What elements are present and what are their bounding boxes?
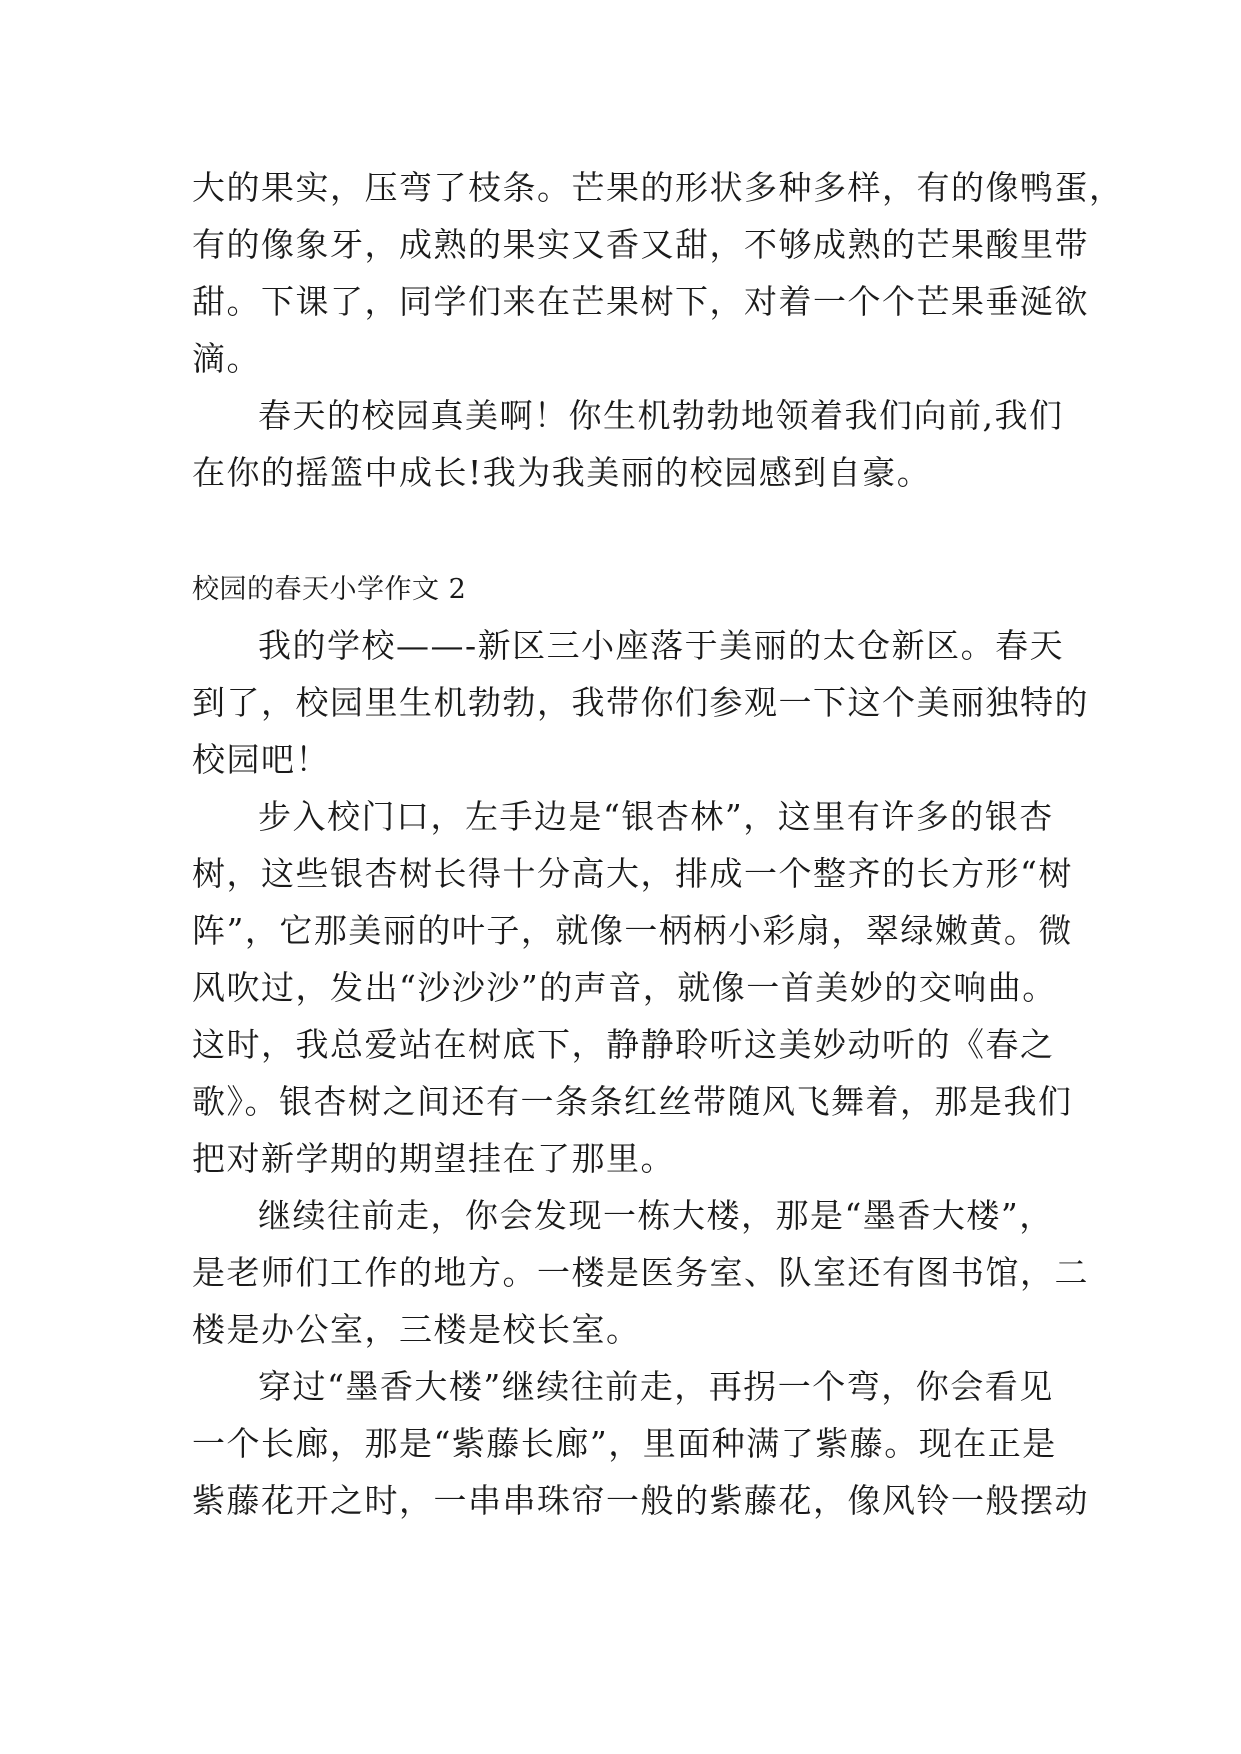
paragraph-line: 是老师们工作的地方。一楼是医务室、队室还有图书馆，二 bbox=[192, 1253, 1089, 1292]
paragraph-line: 有的像象牙，成熟的果实又香又甜，不够成熟的芒果酸里带 bbox=[192, 225, 1089, 264]
paragraph-line: 紫藤花开之时，一串串珠帘一般的紫藤花，像风铃一般摆动 bbox=[192, 1481, 1089, 1520]
paragraph-line: 楼是办公室，三楼是校长室。 bbox=[192, 1310, 641, 1349]
section-heading: 校园的春天小学作文 2 bbox=[192, 574, 467, 605]
paragraph-line: 阵”，它那美丽的叶子，就像一柄柄小彩扇，翠绿嫩黄。微 bbox=[192, 911, 1073, 950]
paragraph-line: 大的果实，压弯了枝条。芒果的形状多种多样，有的像鸭蛋， bbox=[192, 168, 1124, 207]
paragraph-line: 风吹过，发出“沙沙沙”的声音，就像一首美妙的交响曲。 bbox=[192, 968, 1057, 1007]
paragraph-line: 歌》。银杏树之间还有一条条红丝带随风飞舞着，那是我们 bbox=[192, 1082, 1073, 1121]
paragraph-line: 树，这些银杏树长得十分高大，排成一个整齐的长方形“树 bbox=[192, 854, 1073, 893]
paragraph-line: 春天的校园真美啊！你生机勃勃地领着我们向前,我们 bbox=[258, 396, 1064, 435]
paragraph-line: 校园吧！ bbox=[192, 740, 330, 779]
paragraph-line: 步入校门口，左手边是“银杏林”，这里有许多的银杏 bbox=[258, 797, 1054, 836]
paragraph-line: 甜。下课了，同学们来在芒果树下，对着一个个芒果垂涎欲 bbox=[192, 282, 1089, 321]
paragraph-line: 在你的摇篮中成长!我为我美丽的校园感到自豪。 bbox=[192, 453, 932, 492]
paragraph-line: 一个长廊，那是“紫藤长廊”，里面种满了紫藤。现在正是 bbox=[192, 1424, 1057, 1463]
paragraph-line: 把对新学期的期望挂在了那里。 bbox=[192, 1139, 675, 1178]
paragraph-line: 到了，校园里生机勃勃，我带你们参观一下这个美丽独特的 bbox=[192, 683, 1089, 722]
paragraph-line: 继续往前走，你会发现一栋大楼，那是“墨香大楼”， bbox=[258, 1196, 1054, 1235]
paragraph-line: 滴。 bbox=[192, 339, 261, 378]
paragraph-line: 我的学校——-新区三小座落于美丽的太仓新区。春天 bbox=[258, 626, 1065, 665]
paragraph-line: 这时，我总爱站在树底下，静静聆听这美妙动听的《春之 bbox=[192, 1025, 1055, 1064]
paragraph-line: 穿过“墨香大楼”继续往前走，再拐一个弯，你会看见 bbox=[258, 1367, 1054, 1406]
